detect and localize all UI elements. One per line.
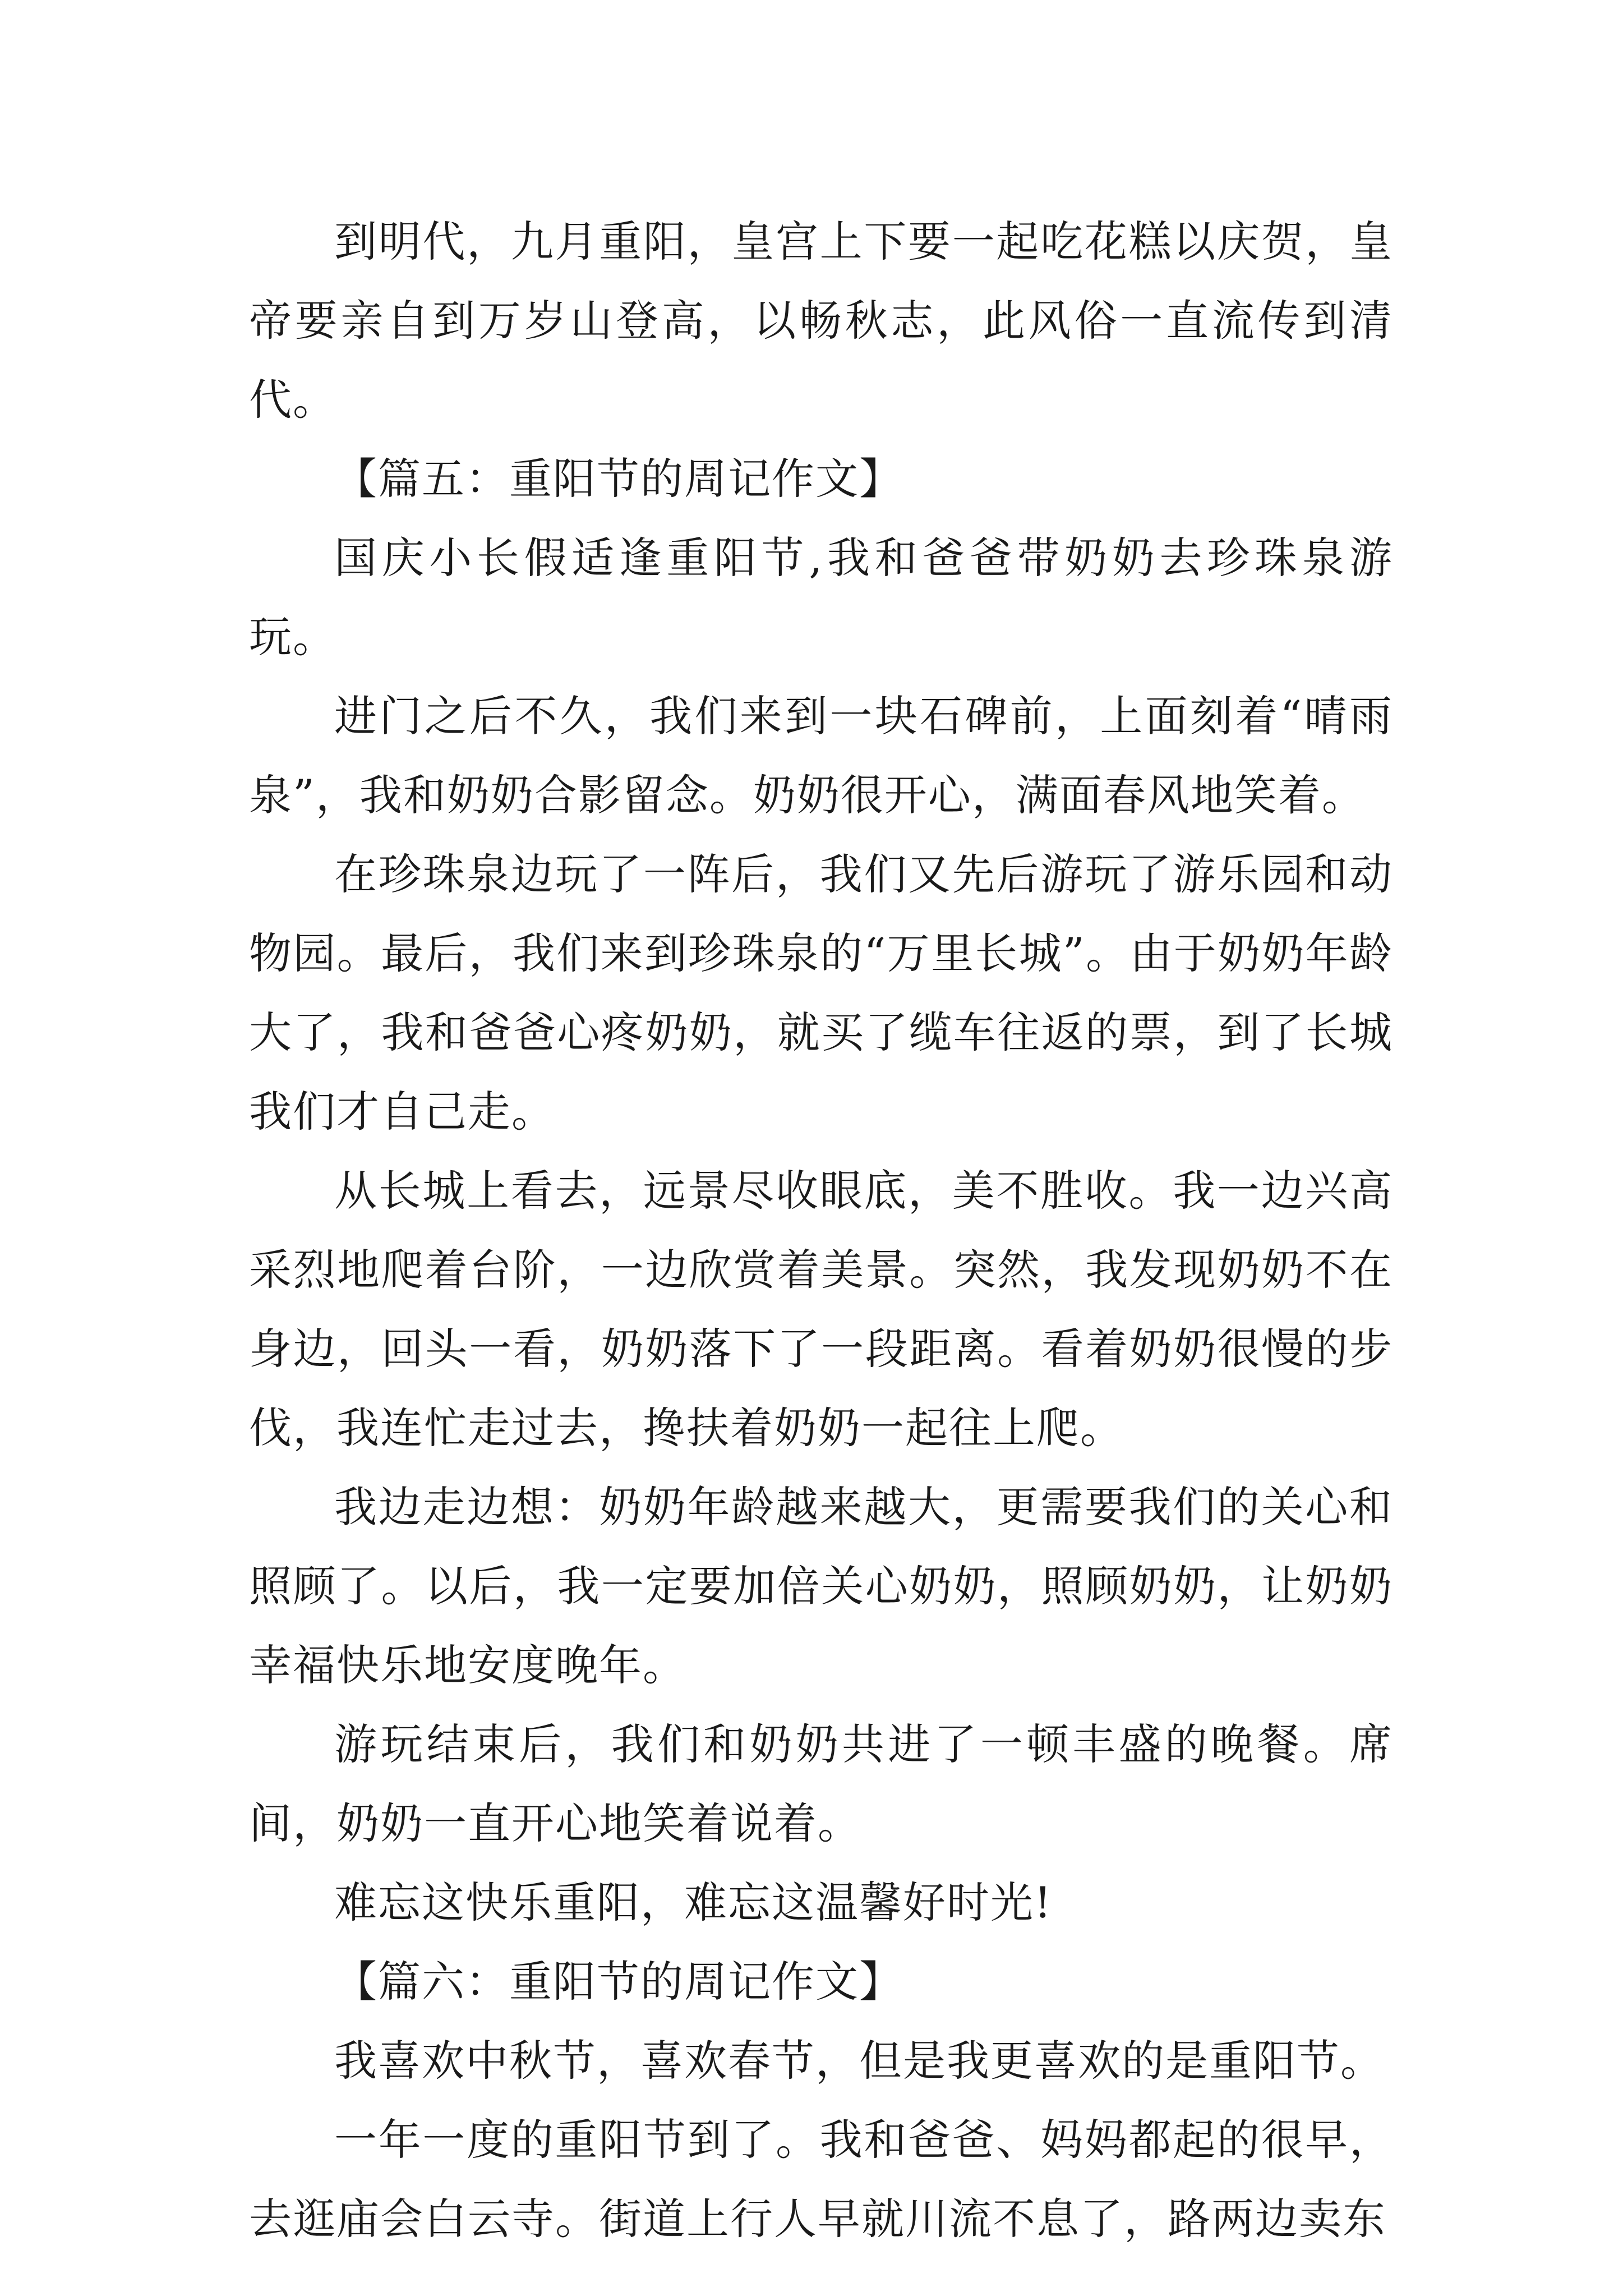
paragraph-ming-dynasty: 到明代，九月重阳，皇宫上下要一起吃花糕以庆贺，皇帝要亲自到万岁山登高，以畅秋志，此风俗一直流传到清代。 bbox=[249, 217, 1393, 425]
paragraph-memory: 难忘这快乐重阳，难忘这温馨好时光! bbox=[334, 1878, 1053, 1927]
paragraph-climbing: 从长城上看去，远景尽收眼底，美不胜收。我一边兴高采烈地爬着台阶，一边欣赏着美景。突然，我发现奶奶不在身边，回头一看，奶奶落下了一段距离。看着奶奶很慢的步伐，我连忙走过去，搀扶着奶奶一起往上爬。 bbox=[249, 1166, 1393, 1453]
paragraph-stone-tablet: 进门之后不久，我们来到一块石碑前，上面刻着“晴雨泉”，我和奶奶合影留念。奶奶很开心，满面春风地笑着。 bbox=[249, 691, 1393, 820]
paragraph-temple-fair: 一年一度的重阳节到了。我和爸爸、妈妈都起的很早，去逛庙会白云寺。街道上行人早就川流不息了，路两边卖东 bbox=[249, 2115, 1393, 2244]
section-heading-six: 【篇六：重阳节的周记作文】 bbox=[334, 1957, 903, 2007]
paragraph-great-wall: 在珍珠泉边玩了一阵后，我们又先后游玩了游乐园和动物园。最后，我们来到珍珠泉的“万里长城”。由于奶奶年龄大了，我和爸爸心疼奶奶，就买了缆车往返的票，到了长城我们才自己走。 bbox=[249, 849, 1393, 1137]
paragraph-thoughts: 我边走边想：奶奶年龄越来越大，更需要我们的关心和照顾了。以后，我一定要加倍关心奶奶，照顾奶奶，让奶奶幸福快乐地安度晚年。 bbox=[249, 1482, 1393, 1690]
section-heading-five: 【篇五：重阳节的周记作文】 bbox=[334, 454, 903, 504]
paragraph-favorite-festival: 我喜欢中秋节，喜欢春节，但是我更喜欢的是重阳节。 bbox=[334, 2036, 1384, 2086]
paragraph-dinner: 游玩结束后，我们和奶奶共进了一顿丰盛的晚餐。席间，奶奶一直开心地笑着说着。 bbox=[249, 1719, 1393, 1848]
paragraph-holiday: 国庆小长假适逢重阳节,我和爸爸带奶奶去珍珠泉游玩。 bbox=[249, 533, 1393, 662]
article-body bbox=[249, 202, 1393, 2258]
